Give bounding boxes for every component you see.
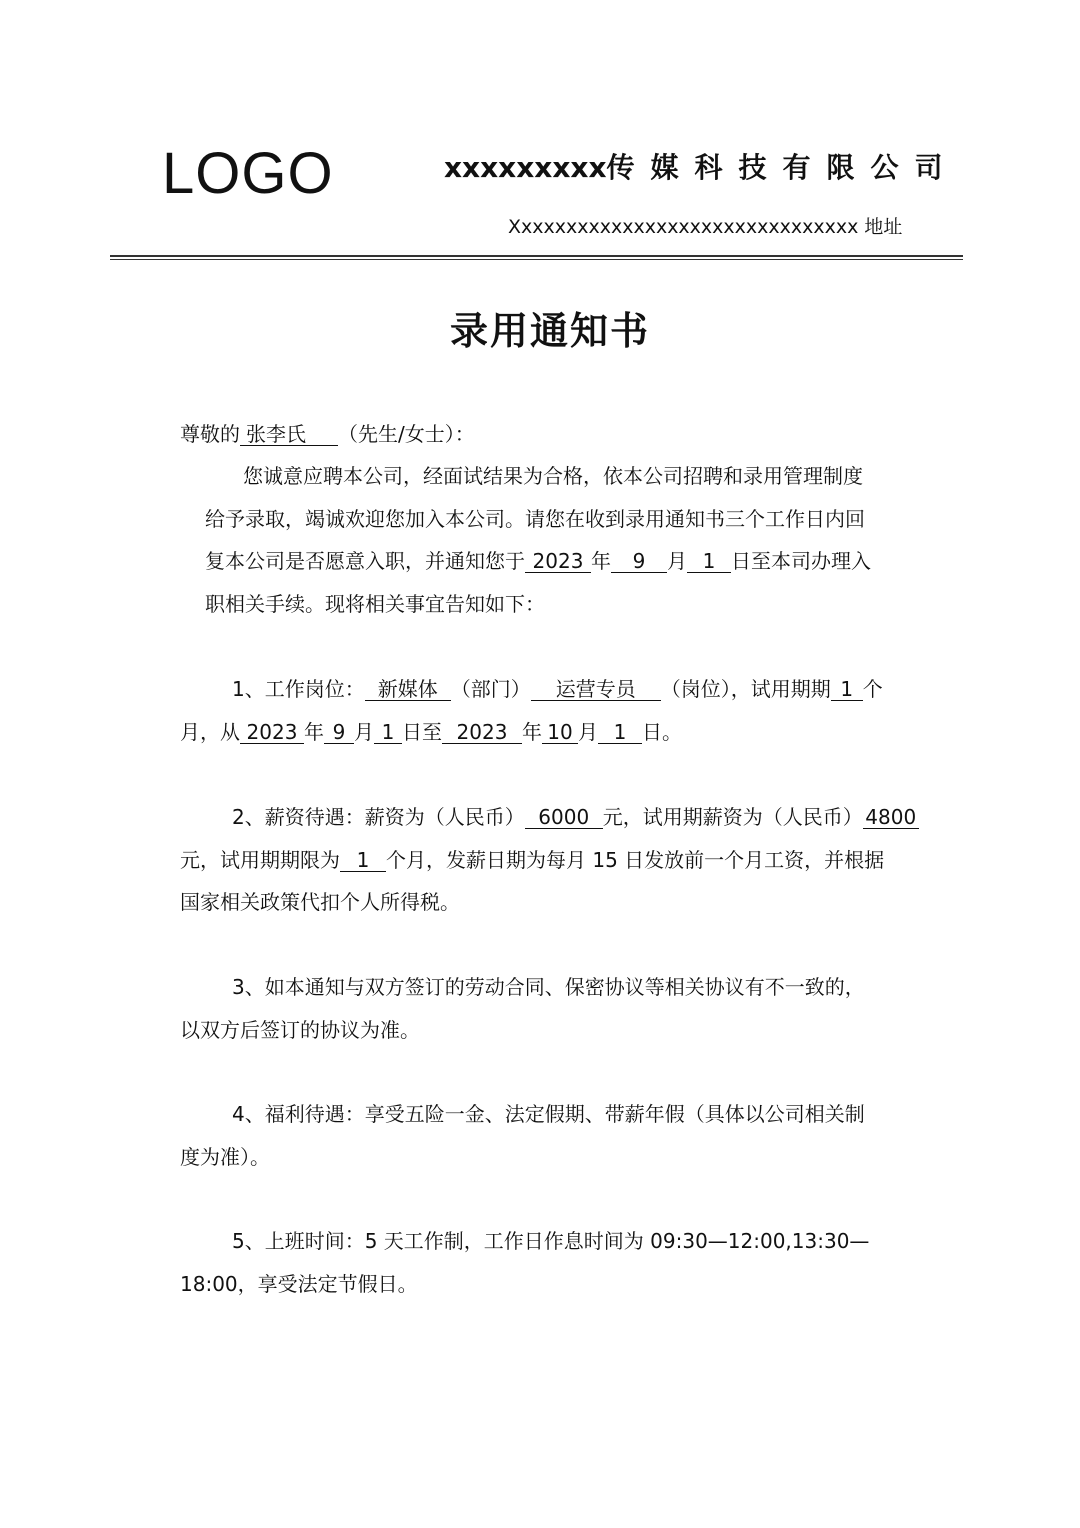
item1-line-2 xyxy=(180,720,682,744)
company-name-text: 传媒科技有限公司 xyxy=(606,151,959,184)
join-year: 2023 xyxy=(525,550,591,573)
company-address: Xxxxxxxxxxxxxxxxxxxxxxxxxxxxxxx 地址 xyxy=(508,216,903,238)
item1-line-1 xyxy=(232,677,883,701)
intro-line-3-prefix: 复本公司是否愿意入职，并通知您于 xyxy=(205,549,525,573)
join-year-label: 年 xyxy=(591,549,611,573)
join-month: 9 xyxy=(611,550,667,573)
join-day: 1 xyxy=(687,550,731,573)
company-logo: LOGO xyxy=(162,141,334,206)
item4-line-1: 4、福利待遇：享受五险一金、法定假期、带薪年假（具体以公司相关制 xyxy=(232,1102,865,1126)
start-year-label: 年 xyxy=(304,720,324,744)
start-month: 9 xyxy=(324,721,354,744)
end-year-label: 年 xyxy=(522,720,542,744)
intro-line-3 xyxy=(205,549,871,573)
start-day: 1 xyxy=(374,721,402,744)
position-value: 运营专员 xyxy=(531,678,661,701)
greeting-line xyxy=(180,422,475,446)
intro-line-3-suffix: 日至本司办理入 xyxy=(731,549,871,573)
candidate-name: 张李氏 xyxy=(240,423,338,446)
salary-value: 6000 xyxy=(525,806,603,829)
item2-line-1 xyxy=(232,805,919,829)
greeting-suffix: （先生/女士）： xyxy=(338,422,475,446)
probation-salary-value: 4800 xyxy=(863,806,919,829)
to-label: 日至 xyxy=(402,720,442,744)
intro-line-4: 职相关手续。现将相关事宜告知如下： xyxy=(205,592,545,616)
department-label: （部门） xyxy=(450,677,531,701)
position-label: （岗位），试用期期 xyxy=(660,677,831,701)
start-year: 2023 xyxy=(240,721,304,744)
item2-line-2-suffix: 个月，发薪日期为每月 15 日发放前一个月工资，并根据 xyxy=(386,848,885,872)
header-divider-top xyxy=(110,255,963,257)
greeting-prefix: 尊敬的 xyxy=(180,422,240,446)
item1-line-2-prefix: 月，从 xyxy=(180,720,240,744)
item1-prefix: 1、工作岗位： xyxy=(232,677,365,701)
end-month-label: 月 xyxy=(578,720,598,744)
end-month: 10 xyxy=(542,721,578,744)
company-prefix: xxxxxxxxx xyxy=(444,151,607,184)
end-year: 2023 xyxy=(442,721,522,744)
end-day: 1 xyxy=(598,721,642,744)
department-value: 新媒体 xyxy=(365,678,451,701)
item3-line-1: 3、如本通知与双方签订的劳动合同、保密协议等相关协议有不一致的， xyxy=(232,975,865,999)
company-name xyxy=(444,146,959,186)
item5-line-1: 5、上班时间：5 天工作制，工作日作息时间为 09:30—12:00,13:30— xyxy=(232,1229,870,1253)
item3-line-2: 以双方后签订的协议为准。 xyxy=(180,1018,420,1042)
probation-months: 1 xyxy=(831,678,863,701)
intro-line-1: 您诚意应聘本公司，经面试结果为合格，依本公司招聘和录用管理制度 xyxy=(243,464,863,488)
header-divider-bottom xyxy=(110,259,963,260)
item2-line-2 xyxy=(180,848,884,872)
item5-line-2: 18:00，享受法定节假日。 xyxy=(180,1272,418,1296)
item2-mid: 元，试用期薪资为（人民币） xyxy=(602,805,863,829)
document-title: 录用通知书 xyxy=(449,308,650,353)
start-month-label: 月 xyxy=(354,720,374,744)
probation-period-value: 1 xyxy=(340,849,386,872)
join-month-label: 月 xyxy=(667,549,687,573)
item2-prefix: 2、薪资待遇：薪资为（人民币） xyxy=(232,805,525,829)
months-label: 个 xyxy=(862,677,883,701)
item2-line-2-prefix: 元，试用期期限为 xyxy=(180,848,340,872)
item2-line-3: 国家相关政策代扣个人所得税。 xyxy=(180,890,460,914)
day-end-label: 日。 xyxy=(642,720,682,744)
item4-line-2: 度为准）。 xyxy=(180,1145,270,1169)
intro-line-2: 给予录取，竭诚欢迎您加入本公司。请您在收到录用通知书三个工作日内回 xyxy=(205,507,865,531)
